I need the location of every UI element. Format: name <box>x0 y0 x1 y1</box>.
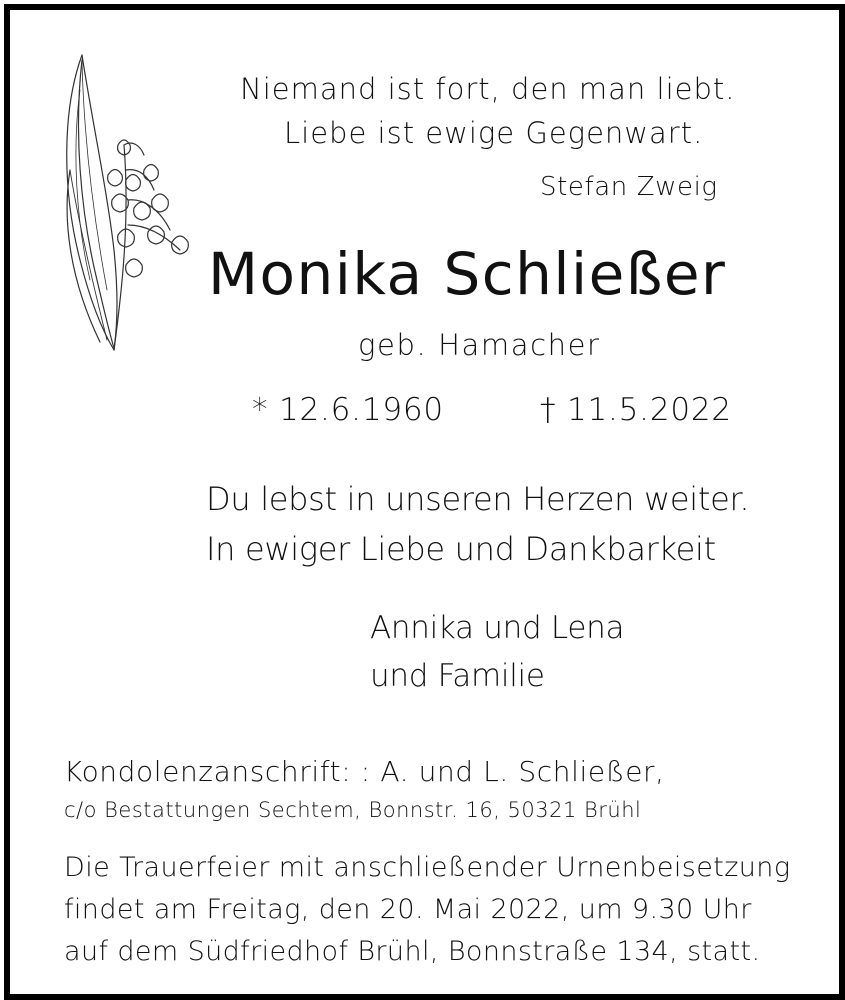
signatories-line-1: Annika und Lena <box>370 610 625 646</box>
lily-of-the-valley-icon <box>52 50 202 355</box>
funeral-info-line-1: Die Trauerfeier mit anschließender Urnenbeisetzung <box>64 852 791 883</box>
maiden-name: geb. Hamacher <box>358 328 601 362</box>
condolence-address-line-2: c/o Bestattungen Sechtem, Bonnstr. 16, 50321 Brühl <box>64 798 642 822</box>
quote-line-1: Niemand ist fort, den man liebt. <box>240 72 736 106</box>
death-date: † 11.5.2022 <box>540 392 732 428</box>
signatories-line-2: und Familie <box>370 658 545 694</box>
memorial-line-1: Du lebst in unseren Herzen weiter. <box>206 480 750 518</box>
birth-date: * 12.6.1960 <box>252 392 444 428</box>
memorial-line-2: In ewiger Liebe und Dankbarkeit <box>206 530 716 568</box>
funeral-info-line-3: auf dem Südfriedhof Brühl, Bonnstraße 134, statt. <box>64 936 761 967</box>
funeral-info-line-2: findet am Freitag, den 20. Mai 2022, um 9.30 Uhr <box>64 894 752 925</box>
quote-line-2: Liebe ist ewige Gegenwart. <box>284 116 704 150</box>
condolence-address-line-1: Kondolenzanschrift: : A. und L. Schließer, <box>64 755 665 788</box>
quote-author: Stefan Zweig <box>540 172 718 202</box>
deceased-name: Monika Schließer <box>208 240 727 308</box>
